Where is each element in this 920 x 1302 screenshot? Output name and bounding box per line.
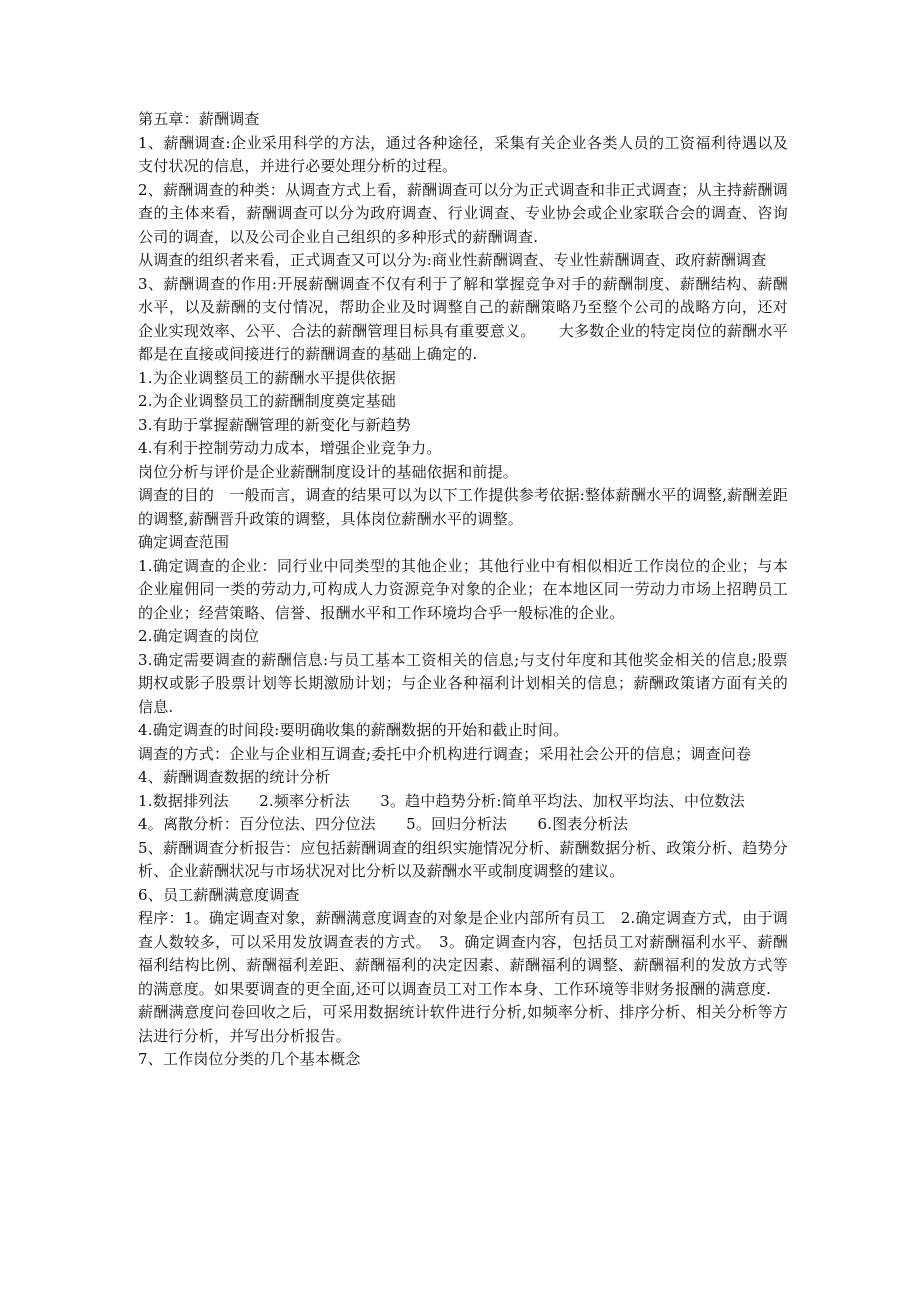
section-heading: 7、工作岗位分类的几个基本概念 [138,1050,361,1068]
list-item: 2.为企业调整员工的薪酬制度奠定基础 [138,392,396,410]
section-heading: 确定调查范围 [138,533,230,551]
paragraph: 3、薪酬调查的作用:开展薪酬调查不仅有利于了解和掌握竞争对手的薪酬制度、薪酬结构、薪酬水平，以及薪酬的支付情况，帮助企业及时调整自己的薪酬策略乃至整个公司的战略方向，还对企业实现效率、公平、合法的薪酬管理目标具有重要意义。 大多数企业的特定岗位的薪酬水平都是在直接或间接进行的薪酬调查的基础上确定的. [138,274,788,363]
list-item: 1.数据排列法 2.频率分析法 3。趋中趋势分析:简单平均法、加权平均法、中位数法 [138,791,745,810]
list-item: 1.为企业调整员工的薪酬水平提供依据 [138,368,396,387]
paragraph: 2、薪酬调查的种类：从调查方式上看，薪酬调查可以分为正式调查和非正式调查；从主持薪酬调查的主体来看，薪酬调查可以分为政府调查、行业调查、专业协会或企业家联合会的调查、咨询公司的调查，以及公司企业自己组织的多种形式的薪酬调查. [138,180,788,246]
document-page [138,108,788,1072]
paragraph: 5、薪酬调查分析报告：应包括薪酬调查的组织实施情况分析、薪酬数据分析、政策分析、趋势分析、企业薪酬状况与市场状况对比分析以及薪酬水平或制度调整的建议。 [138,838,788,880]
chapter-title: 第五章：薪酬调查 [138,110,260,128]
list-item: 4.确定调查的时间段:要明确收集的薪酬数据的开始和截止时间。 [138,721,569,739]
paragraph: 岗位分析与评价是企业薪酬制度设计的基础依据和前提。 [138,462,519,481]
paragraph: 1、薪酬调查:企业采用科学的方法，通过各种途径，采集有关企业各类人员的工资福利待遇以及支付状况的信息，并进行必要处理分析的过程。 [138,133,788,175]
list-item: 3.确定需要调查的薪酬信息:与员工基本工资相关的信息;与支付年度和其他奖金相关的信息;股票期权或影子股票计划等长期激励计划；与企业各种福利计划相关的信息；薪酬政策诸方面有关的信息. [138,650,788,716]
list-item: 4.有利于控制劳动力成本，增强企业竞争力。 [138,439,442,457]
list-item: 4。离散分析：百分位法、四分位法 5。回归分析法 6.图表分析法 [138,815,629,833]
paragraph: 程序：1。确定调查对象，薪酬满意度调查的对象是企业内部所有员工 2.确定调查方式，由于调查人数较多，可以采用发放调查表的方式。 3。确定调查内容，包括员工对薪酬福利水平、薪酬福利结构比例、薪酬福利差距、薪酬福利的决定因素、薪酬福利的调整、薪酬福利的发放方式等的满意度。如果要调查的更全面,还可以调查员工对工作本身、工作环境等非财务报酬的满意度. [138,909,788,998]
paragraph: 薪酬满意度问卷回收之后，可采用数据统计软件进行分析,如频率分析、排序分析、相关分析等方法进行分析，并写出分析报告。 [138,1003,788,1045]
paragraph: 调查的目的 一般而言，调查的结果可以为以下工作提供参考依据:整体薪酬水平的调整,薪酬差距的调整,薪酬晋升政策的调整，具体岗位薪酬水平的调整。 [138,486,788,528]
list-item: 2.确定调查的岗位 [138,627,260,645]
section-heading: 6、员工薪酬满意度调查 [138,885,300,904]
paragraph: 调查的方式：企业与企业相互调查;委托中介机构进行调查；采用社会公开的信息；调查问卷 [138,744,752,763]
list-item: 3.有助于掌握薪酬管理的新变化与新趋势 [138,415,412,434]
list-item: 1.确定调查的企业：同行业中同类型的其他企业；其他行业中有相似相近工作岗位的企业；与本企业雇佣同一类的劳动力,可构成人力资源竞争对象的企业；在本地区同一劳动力市场上招聘员工的企业；经营策略、信誉、报酬水平和工作环境均合乎一般标准的企业。 [138,556,788,622]
section-heading: 4、薪酬调查数据的统计分析 [138,768,331,786]
paragraph: 从调查的组织者来看，正式调查又可以分为:商业性薪酬调查、专业性薪酬调查、政府薪酬调查 [138,251,767,269]
